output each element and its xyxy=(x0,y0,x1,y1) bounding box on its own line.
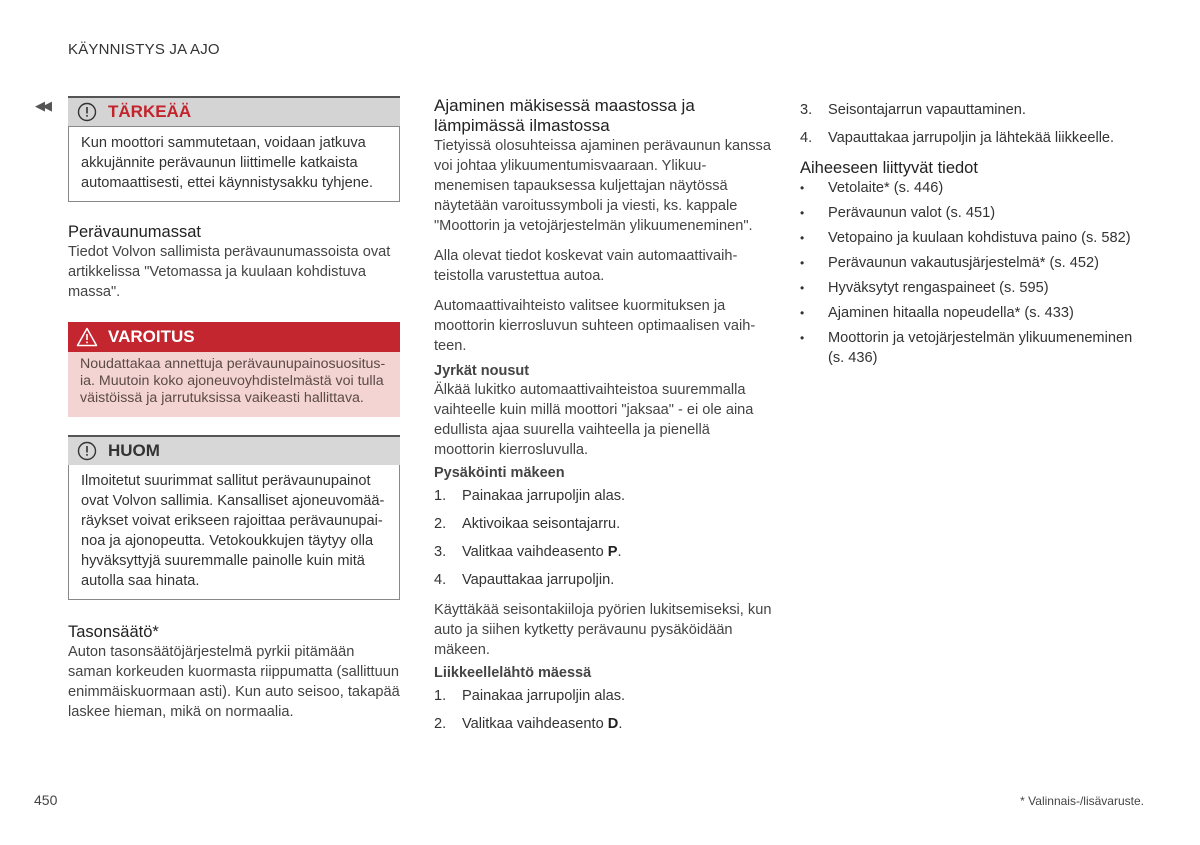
related-links xyxy=(800,178,1136,368)
important-box-header xyxy=(68,96,400,126)
note-title: HUOM xyxy=(108,441,160,460)
footnote: * Valinnais-/lisävaruste. xyxy=(1020,794,1144,808)
parking-after-text: Käyttäkää seisontakiiloja pyörien lukitsemiseksi, kun auto ja siihen kytketty perävaunu pysäköidään mäkeen. xyxy=(434,602,772,658)
warning-body: Noudattakaa annettuja perävaunupainosuositusia. Muutoin koko ajoneuvoyhdistelmästä voi tulla väistöissä ja jarrutuksissa vaikeasti hallittava. xyxy=(68,352,400,417)
important-title: TÄRKEÄÄ xyxy=(108,102,192,121)
leveling-text: Auton tasonsäätöjärjestelmä pyrkii pitämään saman korkeuden kuormasta riippumatta (sallittuun enimmäiskuormaan asti). Kun auto seisoo, takapää laskee hieman, mikä on normaalia. xyxy=(68,644,400,720)
exclamation-circle-icon xyxy=(76,101,98,123)
warning-triangle-icon xyxy=(76,326,98,348)
list-item: 3. Valitkaa vaihdeasento P. xyxy=(434,544,622,560)
steep-heading: Jyrkät nousut xyxy=(434,363,530,379)
related-link-item[interactable]: • Hyväksytyt rengaspaineet (s. 595) xyxy=(800,280,1049,296)
column-left xyxy=(68,96,400,722)
column-middle xyxy=(434,96,772,738)
related-heading: Aiheeseen liittyvät tiedot xyxy=(800,159,978,177)
warning-box-header xyxy=(68,322,400,352)
start-steps-continued xyxy=(800,96,1136,152)
related-link-item[interactable]: • Moottorin ja vetojärjestelmän ylikuumeneminen (s. 436) xyxy=(800,330,1133,366)
important-box xyxy=(68,96,400,202)
page-number: 450 xyxy=(34,792,58,808)
list-item: 1. Painakaa jarrupoljin alas. xyxy=(434,488,626,504)
hill-driving-heading: Ajaminen mäkisessä maastossa ja lämpimässä ilmastossa xyxy=(434,96,695,135)
important-body: Kun moottori sammutetaan, voidaan jatkuva akkujännite perävaunun liittimelle katkaista automaattisesti, ettei käynnistysakku tyhjene. xyxy=(68,126,400,202)
steep-text: Älkää lukitko automaattivaihteistoa suuremmalla vaihteelle kuin millä moottori "jaksaa" - ei ole aina edullista ajaa suurella vaihteella ja pienellä moottorin kierrosluvulla. xyxy=(434,382,754,458)
parking-steps xyxy=(434,482,772,594)
related-link-item[interactable]: • Vetolaite* (s. 446) xyxy=(800,180,944,196)
info-circle-icon xyxy=(76,440,98,462)
note-body: Ilmoitetut suurimmat sallitut perävaunupainot ovat Volvon sallimia. Kansalliset ajoneuvomääräykset voivat erikseen rajoittaa perävaunupainoa ja ajonopeutta. Vetokoukkujen täytyy olla hyväksyttyjä suuremmalle painolle kuin mitä autolla saa hinata. xyxy=(68,465,400,600)
hill-driving-p3: Automaattivaihteisto valitsee kuormituksen ja moottorin kierrosluvun suhteen optimaalisen vaihteen. xyxy=(434,298,756,354)
hill-driving-p2: Alla olevat tiedot koskevat vain automaattivaihteistolla varustettua autoa. xyxy=(434,248,738,284)
note-box-header xyxy=(68,435,400,465)
trailer-weights-heading: Perävaunumassat xyxy=(68,223,201,241)
list-item: 2. Valitkaa vaihdeasento D. xyxy=(434,716,623,732)
list-item: 4. Vapauttakaa jarrupoljin ja lähtekää liikkeelle. xyxy=(800,130,1115,146)
list-item: 1. Painakaa jarrupoljin alas. xyxy=(434,688,626,704)
start-heading: Liikkeellelähtö mäessä xyxy=(434,665,592,681)
list-item: 3. Seisontajarrun vapauttaminen. xyxy=(800,102,1026,118)
section-header: KÄYNNISTYS JA AJO xyxy=(68,41,220,58)
double-left-arrow-icon[interactable]: ◀◀ xyxy=(35,98,49,113)
trailer-weights-text: Tiedot Volvon sallimista perävaunumassoista ovat artikkelissa "Vetomassa ja kuulaan kohdistuva massa". xyxy=(68,244,391,300)
related-link-item[interactable]: • Perävaunun vakautusjärjestelmä* (s. 452) xyxy=(800,255,1099,271)
column-right xyxy=(800,96,1136,373)
warning-title: VAROITUS xyxy=(108,327,195,346)
related-link-item[interactable]: • Perävaunun valot (s. 451) xyxy=(800,205,996,221)
warning-box xyxy=(68,322,400,417)
related-link-item[interactable]: • Ajaminen hitaalla nopeudella* (s. 433) xyxy=(800,305,1074,321)
list-item: 4. Vapauttakaa jarrupoljin. xyxy=(434,572,615,588)
parking-heading: Pysäköinti mäkeen xyxy=(434,465,565,481)
note-box xyxy=(68,435,400,600)
start-steps xyxy=(434,682,772,738)
related-link-item[interactable]: • Vetopaino ja kuulaan kohdistuva paino (s. 582) xyxy=(800,230,1131,246)
leveling-heading: Tasonsäätö* xyxy=(68,623,159,641)
list-item: 2. Aktivoikaa seisontajarru. xyxy=(434,516,621,532)
hill-driving-p1: Tietyissä olosuhteissa ajaminen perävaunun kanssa voi johtaa ylikuumentumisvaaraan. Ylikuumenemisen tapauksessa kuljettajan näytössä näytetään varoitussymboli ja viesti, ks. kappale "Moottorin ja vetojärjestelmän ylikuumeneminen". xyxy=(434,138,771,234)
